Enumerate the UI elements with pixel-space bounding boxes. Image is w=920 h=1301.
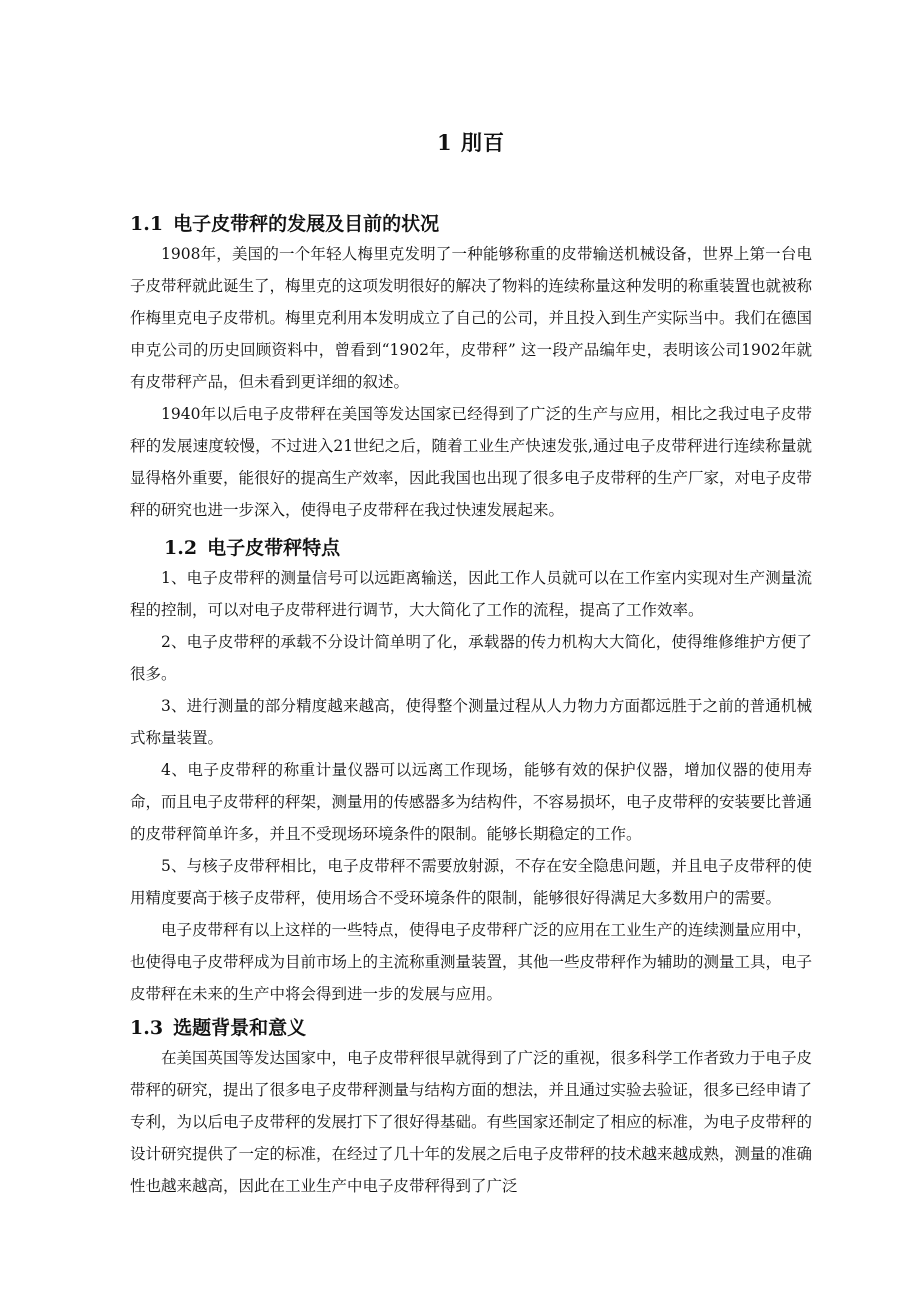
section-number: 1.1 (130, 213, 164, 235)
section-title: 选题背景和意义 (173, 1017, 307, 1039)
section-heading (130, 1014, 812, 1042)
list-item: 2、电子皮带秤的承载不分设计简单明了化，承载器的传力机构大大简化，使得维修维护方便了很多。 (130, 633, 812, 683)
list-item: 4、电子皮带秤的称重计量仪器可以远离工作现场，能够有效的保护仪器，增加仪器的使用寿命，而且电子皮带秤的秤架，测量用的传感器多为结构件，不容易损坏，电子皮带秤的安装要比普通的皮带秤简单许多，并且不受现场环境条件的限制。能够长期稳定的工作。 (130, 761, 813, 843)
section-heading (130, 210, 812, 238)
section-1-2 (130, 534, 812, 1010)
section-title: 电子皮带秤特点 (207, 537, 341, 559)
list-item: 1、电子皮带秤的测量信号可以远距离输送，因此工作人员就可以在工作室内实现对生产测量流程的控制，可以对电子皮带秤进行调节，大大简化了工作的流程，提高了工作效率。 (130, 569, 812, 619)
paragraph: 在美国英国等发达国家中，电子皮带秤很早就得到了广泛的重视，很多科学工作者致力于电子皮带秤的研究，提出了很多电子皮带秤测量与结构方面的想法，并且通过实验去验证，很多已经申请了专利，为以后电子皮带秤的发展打下了很好得基础。有些国家还制定了相应的标准，为电子皮带秤的设计研究提供了一定的标准，在经过了几十年的发展之后电子皮带秤的技术越来越成熟，测量的准确性也越来越高，因此在工业生产中电子皮带秤得到了广泛 (130, 1049, 813, 1195)
section-number: 1.2 (164, 537, 198, 559)
list-item: 3、进行测量的部分精度越来越高，使得整个测量过程从人力物力方面都远胜于之前的普通机械式称量装置。 (130, 697, 812, 747)
section-heading (130, 534, 812, 562)
paragraph: 1940年以后电子皮带秤在美国等发达国家已经得到了广泛的生产与应用，相比之我过电子皮带秤的发展速度较慢，不过进入21世纪之后，随着工业生产快速发张,通过电子皮带秤进行连续称量就显得格外重要，能很好的提高生产效率，因此我国也出现了很多电子皮带秤的生产厂家，对电子皮带秤的研究也进一步深入，使得电子皮带秤在我过快速发展起来。 (130, 405, 813, 519)
section-1-1 (130, 210, 812, 526)
list-item: 5、与核子皮带秤相比，电子皮带秤不需要放射源，不存在安全隐患问题，并且电子皮带秤的使用精度要高于核子皮带秤，使用场合不受环境条件的限制，能够很好得满足大多数用户的需要。 (130, 857, 812, 907)
paragraph: 电子皮带秤有以上这样的一些特点，使得电子皮带秤广泛的应用在工业生产的连续测量应用中，也使得电子皮带秤成为目前市场上的主流称重测量装置，其他一些皮带秤作为辅助的测量工具，电子皮带秤在未来的生产中将会得到进一步的发展与应用。 (130, 921, 813, 1003)
section-title: 电子皮带秤的发展及目前的状况 (173, 213, 440, 235)
section-number: 1.3 (130, 1017, 164, 1039)
paragraph: 1908年，美国的一个年轻人梅里克发明了一种能够称重的皮带输送机械设备，世界上第一台电子皮带秤就此诞生了，梅里克的这项发明很好的解决了物料的连续称量这种发明的称重装置也就被称作梅里克电子皮带机。梅里克利用本发明成立了自己的公司，并且投入到生产实际当中。我们在德国申克公司的历史回顾资料中，曾看到“1902年，皮带秤” 这一段产品编年史，表明该公司1902年就有皮带秤产品，但未看到更详细的叙述。 (130, 245, 813, 391)
section-1-3 (130, 1014, 812, 1202)
chapter-title: 1 刖百 (437, 130, 505, 155)
